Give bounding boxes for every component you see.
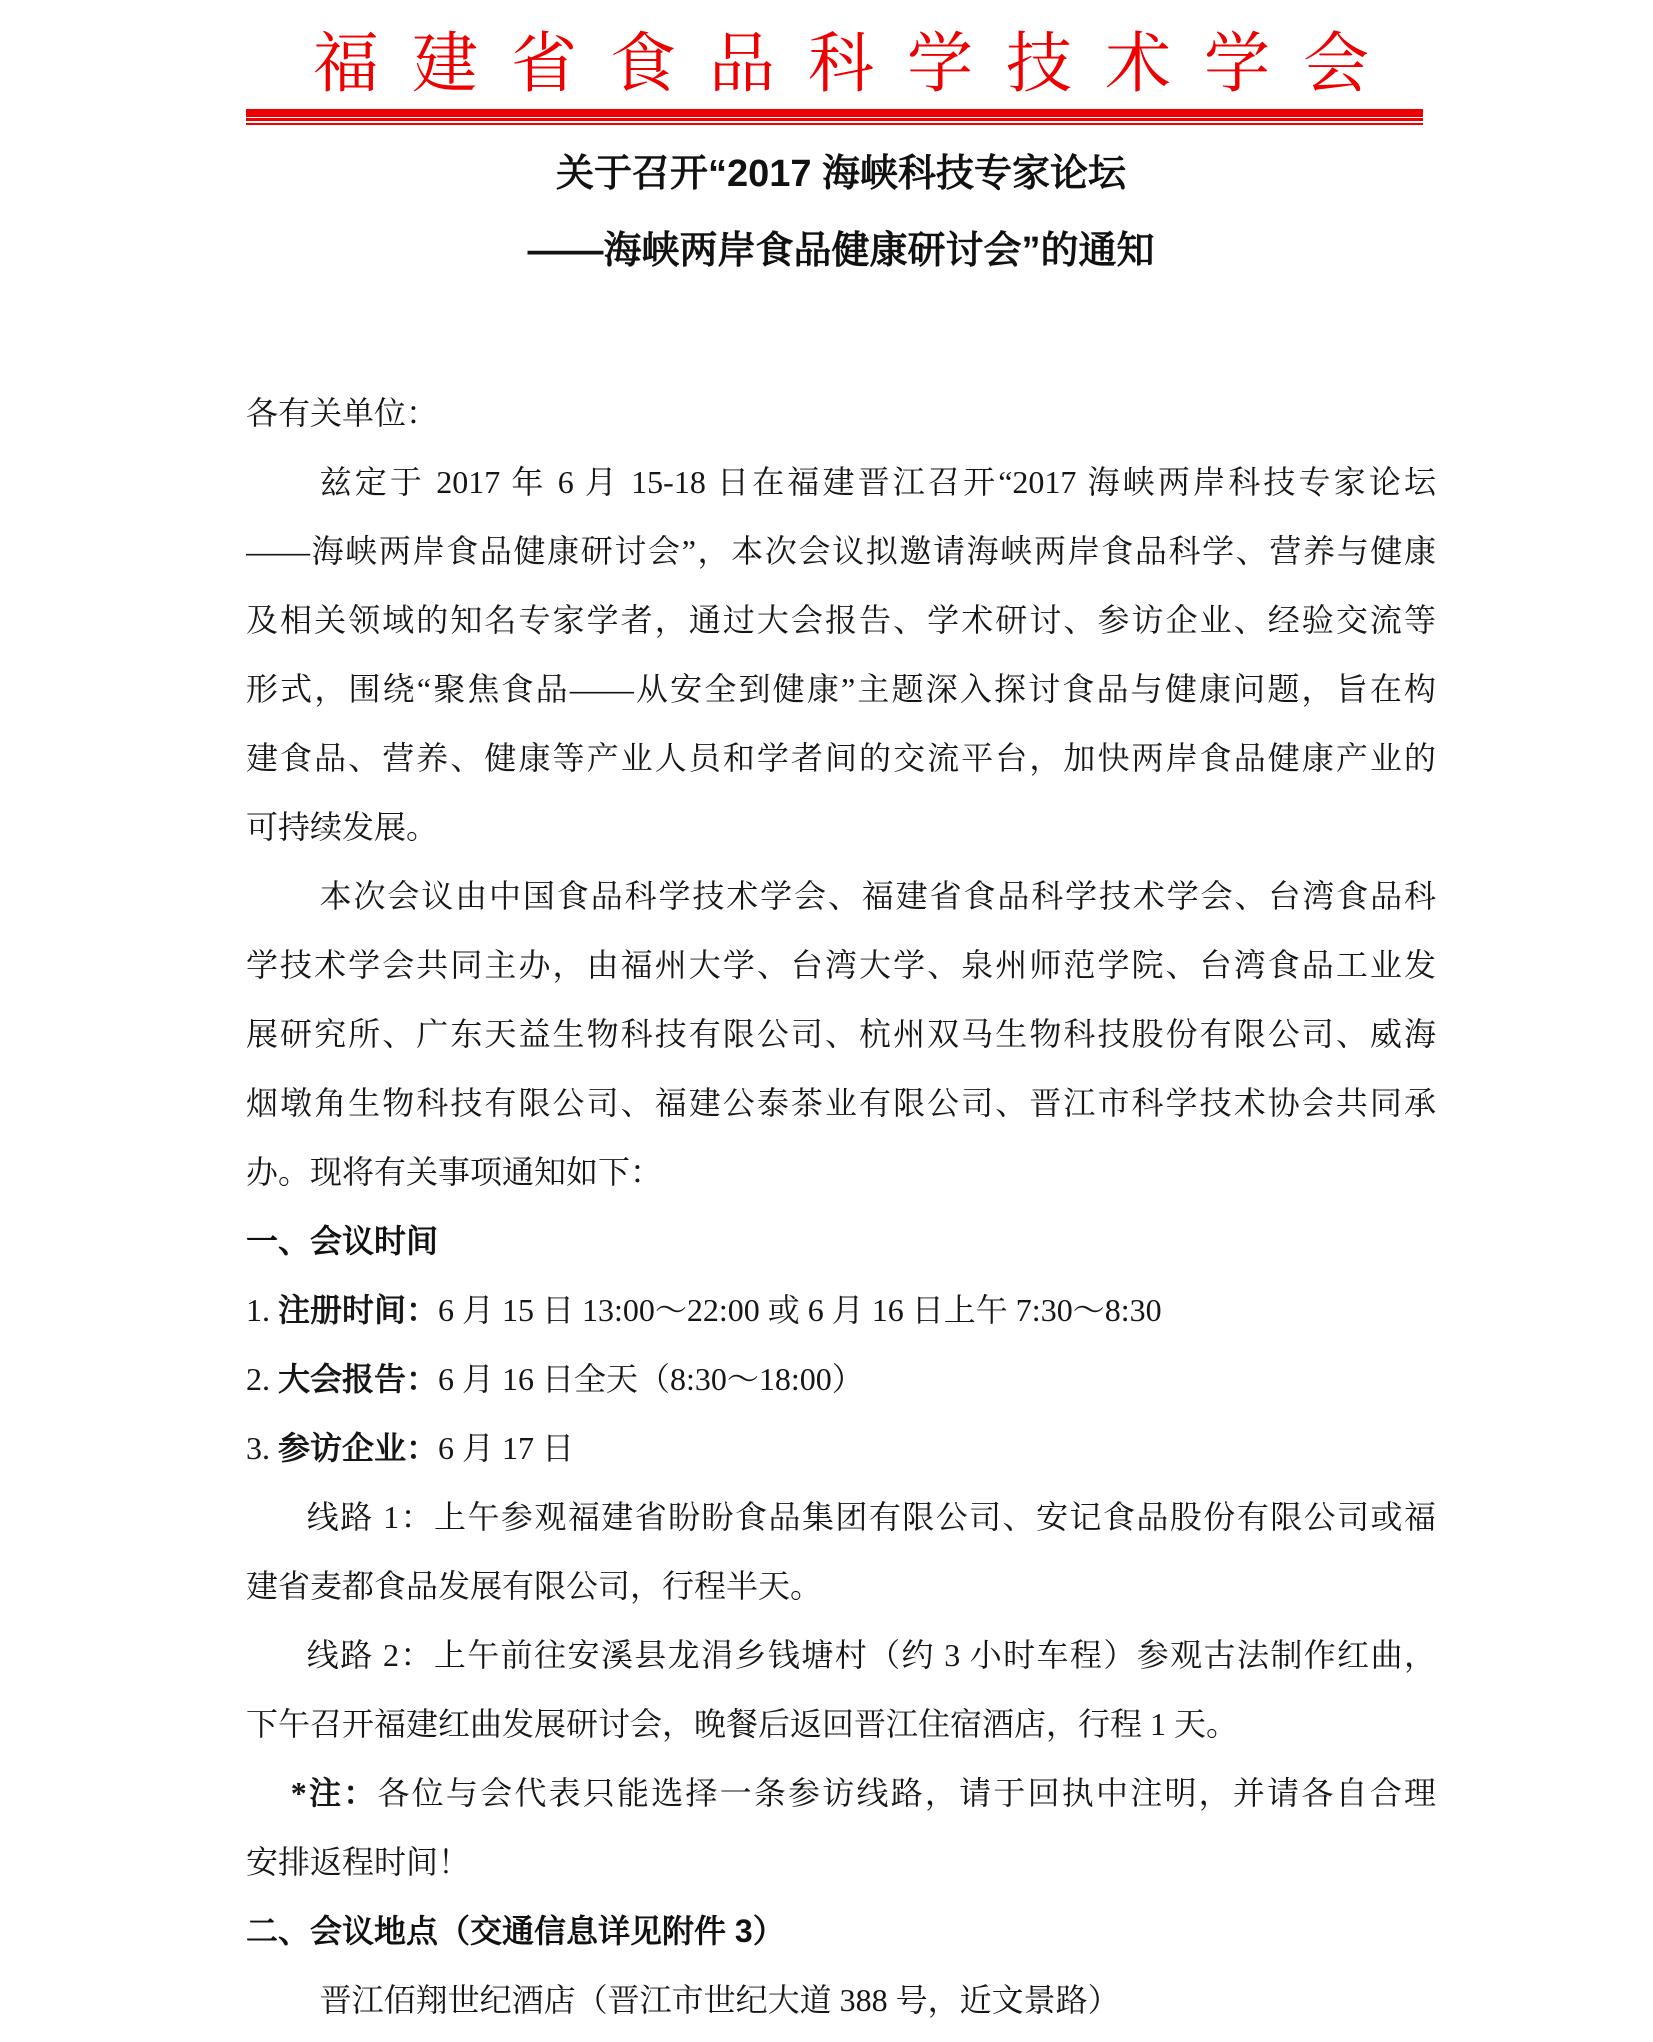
text-run: 本次会议由中国食品科学技术学会、福建省食品科学技术学会、台湾食品科 [319,878,1436,914]
body-line [246,793,1436,862]
text-run: 一、会议时间 [246,1223,439,1259]
body-line [246,1966,1436,2035]
text-run: 线路 1：上午参观福建省盼盼食品集团有限公司、安记食品股份有限公司或福 [306,1499,1436,1535]
body-line [246,931,1436,1000]
body-line [246,1759,1436,1828]
text-run: 注册时间： [278,1292,439,1328]
header-rule-thin [246,123,1423,125]
body-line [246,517,1436,586]
text-run: 参访企业： [278,1430,439,1466]
body-line [246,586,1436,655]
text-run: 线路 2：上午前往安溪县龙涓乡钱塘村（约 3 小时车程）参观古法制作红曲， [306,1637,1436,1673]
text-run: 晋江佰翔世纪酒店（晋江市世纪大道 388 号，近文景路） [319,1982,1120,2018]
text-run: 下午召开福建红曲发展研讨会，晚餐后返回晋江住宿酒店，行程 1 天。 [246,1706,1239,1742]
body-line [246,655,1436,724]
text-run: 学技术学会共同主办，由福州大学、台湾大学、泉州师范学院、台湾食品工业发 [246,947,1436,983]
text-run: ——海峡两岸食品健康研讨会”，本次会议拟邀请海峡两岸食品科学、营养与健康 [246,533,1436,569]
text-run: 6 月 17 日 [438,1430,575,1466]
org-name-title: 福建省食品科学技术学会 [313,28,1402,101]
body-line [246,724,1436,793]
letterhead [246,0,1436,104]
section-heading [246,1207,1436,1276]
body-line [246,1345,1436,1414]
body-line [246,1414,1436,1483]
text-run: 建食品、营养、健康等产业人员和学者间的交流平台，加快两岸食品健康产业的 [246,740,1436,776]
notice-title [246,151,1436,274]
text-run: 建省麦都食品发展有限公司，行程半天。 [246,1568,823,1604]
body-line [246,1000,1436,1069]
header-rule-middle [246,118,1423,121]
body-line [246,1483,1436,1552]
body-line [246,1552,1436,1621]
body-line [246,1069,1436,1138]
body-line [246,1276,1436,1345]
body-line [246,1828,1436,1897]
text-run: 二、会议地点（交通信息详见附件 3） [246,1913,785,1949]
text-run: 安排返程时间！ [246,1844,471,1880]
body-line [246,862,1436,931]
text-run: 大会报告： [278,1361,439,1397]
body-line [246,379,1436,448]
text-run: *注： [290,1775,378,1811]
text-run: 兹定于 2017 年 6 月 15-18 日在福建晋江召开“2017 海峡两岸科技专家论坛 [319,464,1436,500]
text-run: 2. [246,1361,278,1397]
notice-title-line-2: ——海峡两岸食品健康研讨会”的通知 [527,230,1155,272]
text-run: 各有关单位： [246,395,439,431]
text-run: 各位与会代表只能选择一条参访线路，请于回执中注明，并请各自合理 [377,1775,1436,1811]
notice-title-line-1: 关于召开“2017 海峡科技专家论坛 [555,153,1127,195]
text-run: 6 月 16 日全天（8:30～18:00） [438,1361,864,1397]
text-run: 6 月 15 日 13:00～22:00 或 6 月 16 日上午 7:30～8:30 [438,1292,1162,1328]
text-run: 形式，围绕“聚焦食品——从安全到健康”主题深入探讨食品与健康问题，旨在构 [246,671,1436,707]
text-run: 3. [246,1430,278,1466]
page-content [246,0,1436,2035]
document-body [246,379,1436,2035]
header-rule-thick [246,109,1423,117]
text-run: 1. [246,1292,278,1328]
body-line [246,1621,1436,1690]
body-line [246,1138,1436,1207]
text-run: 办。现将有关事项通知如下： [246,1154,663,1190]
body-line [246,448,1436,517]
text-run: 及相关领域的知名专家学者，通过大会报告、学术研讨、参访企业、经验交流等 [246,602,1436,638]
text-run: 可持续发展。 [246,809,439,845]
text-run: 展研究所、广东天益生物科技有限公司、杭州双马生物科技股份有限公司、威海 [246,1016,1436,1052]
letterhead-rule [246,109,1423,125]
text-run: 烟墩角生物科技有限公司、福建公泰茶业有限公司、晋江市科学技术协会共同承 [246,1085,1436,1121]
section-heading [246,1897,1436,1966]
body-line [246,1690,1436,1759]
